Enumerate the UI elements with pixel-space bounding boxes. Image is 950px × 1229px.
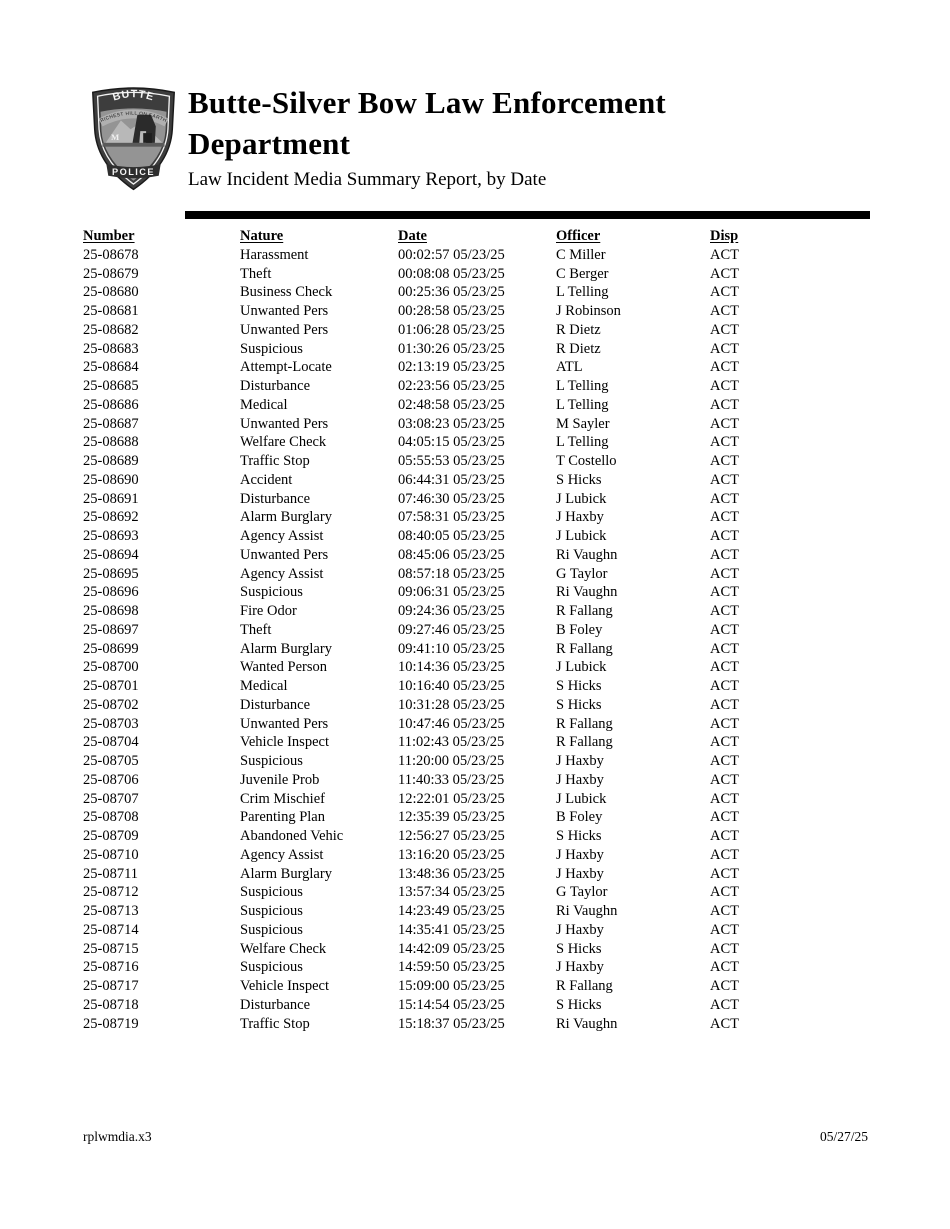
table-row [83,602,790,621]
cell-officer: S Hicks [556,996,602,1013]
cell-disp: ACT [710,546,739,563]
cell-number: 25-08686 [83,396,139,413]
table-row [83,377,790,396]
header-divider-rule [185,211,870,219]
table-row [83,546,790,565]
cell-officer: L Telling [556,396,609,413]
cell-number: 25-08684 [83,359,139,376]
cell-nature: Unwanted Pers [240,546,329,563]
cell-officer: J Haxby [556,771,604,788]
cell-nature: Unwanted Pers [240,303,329,319]
table-row [83,527,790,546]
table-row [83,265,790,284]
cell-number: 25-08713 [83,903,139,919]
cell-number: 25-08679 [83,265,139,282]
cell-disp: ACT [710,828,739,844]
incident-table [83,227,790,1033]
cell-disp: ACT [710,396,739,413]
cell-officer: J Haxby [556,921,604,938]
cell-officer: ATL [556,359,583,376]
cell-disp: ACT [710,378,739,394]
cell-nature: Wanted Person [240,659,328,676]
table-row [83,677,790,696]
cell-date: 09:06:31 05/23/25 [398,584,505,601]
table-row [83,827,790,846]
column-header-number: Number [83,228,135,244]
cell-officer: Ri Vaughn [556,1015,618,1032]
cell-nature: Medical [240,678,288,694]
police-badge-logo [85,81,182,193]
cell-number: 25-08703 [83,715,139,732]
cell-date: 14:35:41 05/23/25 [398,921,505,938]
footer-report-id: rplwmdia.x3 [83,1129,152,1144]
cell-date: 01:06:28 05/23/25 [398,321,505,338]
cell-nature: Disturbance [240,996,311,1013]
cell-nature: Disturbance [240,490,311,507]
cell-date: 09:24:36 05/23/25 [398,603,505,619]
table-header-row [83,227,790,246]
cell-nature: Theft [240,621,272,638]
cell-date: 00:08:08 05/23/25 [398,265,505,282]
cell-number: 25-08700 [83,659,139,676]
table-row [83,565,790,584]
cell-disp: ACT [710,734,739,751]
page-title-line2: Department [188,126,351,161]
cell-disp: ACT [710,584,739,601]
cell-nature: Accident [240,471,293,488]
cell-number: 25-08697 [83,621,139,638]
cell-number: 25-08693 [83,528,139,544]
cell-number: 25-08717 [83,978,139,994]
cell-date: 12:56:27 05/23/25 [398,828,505,844]
cell-officer: J Haxby [556,753,604,769]
cell-officer: R Fallang [556,715,613,732]
cell-nature: Welfare Check [240,434,327,451]
cell-disp: ACT [710,265,739,282]
badge-ground [102,143,164,147]
cell-nature: Suspicious [240,340,303,357]
cell-number: 25-08694 [83,546,139,563]
cell-date: 00:25:36 05/23/25 [398,284,505,301]
cell-officer: S Hicks [556,940,602,957]
table-row [83,1015,790,1034]
cell-disp: ACT [710,678,739,694]
table-row [83,883,790,902]
cell-officer: J Robinson [556,303,621,319]
cell-nature: Suspicious [240,884,303,901]
table-row [83,471,790,490]
table-row [83,433,790,452]
cell-number: 25-08708 [83,809,139,826]
cell-date: 00:02:57 05/23/25 [398,246,505,263]
cell-disp: ACT [710,434,739,451]
cell-officer: B Foley [556,621,603,638]
table-row [83,865,790,884]
cell-nature: Unwanted Pers [240,415,329,432]
cell-nature: Business Check [240,284,333,301]
cell-date: 11:20:00 05/23/25 [398,753,505,769]
cell-nature: Disturbance [240,378,311,394]
badge-police-text: POLICE [112,166,155,177]
table-row [83,415,790,434]
table-row [83,640,790,659]
cell-date: 05:55:53 05/23/25 [398,453,505,469]
cell-date: 08:57:18 05/23/25 [398,565,505,582]
cell-officer: J Haxby [556,846,604,863]
cell-nature: Suspicious [240,921,303,938]
cell-officer: C Berger [556,265,609,282]
cell-number: 25-08678 [83,246,139,263]
table-row [83,658,790,677]
cell-officer: S Hicks [556,471,602,488]
cell-number: 25-08719 [83,1015,139,1032]
cell-nature: Theft [240,265,272,282]
badge-motto-textpath: RICHEST HILL ON EARTH [99,111,168,125]
cell-disp: ACT [710,621,739,638]
cell-date: 14:23:49 05/23/25 [398,903,505,919]
cell-date: 01:30:26 05/23/25 [398,340,505,357]
cell-nature: Harassment [240,246,309,263]
cell-number: 25-08704 [83,734,139,751]
table-row [83,996,790,1015]
table-row [83,583,790,602]
cell-nature: Crim Mischief [240,790,325,807]
cell-date: 11:40:33 05/23/25 [398,771,505,788]
cell-date: 00:28:58 05/23/25 [398,303,505,319]
cell-date: 04:05:15 05/23/25 [398,434,505,451]
cell-number: 25-08709 [83,828,139,844]
cell-disp: ACT [710,453,739,469]
cell-nature: Vehicle Inspect [240,978,329,994]
cell-disp: ACT [710,846,739,863]
cell-disp: ACT [710,940,739,957]
cell-nature: Alarm Burglary [240,865,332,882]
cell-nature: Attempt-Locate [240,359,332,376]
cell-nature: Unwanted Pers [240,321,329,338]
cell-nature: Unwanted Pers [240,715,329,732]
cell-officer: R Dietz [556,321,601,338]
cell-number: 25-08681 [83,303,139,319]
cell-officer: S Hicks [556,696,602,713]
cell-disp: ACT [710,753,739,769]
cell-disp: ACT [710,715,739,732]
table-row [83,302,790,321]
cell-number: 25-08689 [83,453,139,469]
table-row [83,921,790,940]
page-title-line1: Butte-Silver Bow Law Enforcement [188,85,666,120]
cell-disp: ACT [710,978,739,994]
column-header-nature: Nature [240,228,284,244]
cell-disp: ACT [710,659,739,676]
cell-date: 13:57:34 05/23/25 [398,884,505,901]
cell-officer: R Fallang [556,978,613,994]
cell-officer: G Taylor [556,565,608,582]
cell-number: 25-08706 [83,771,139,788]
cell-date: 03:08:23 05/23/25 [398,415,505,432]
cell-date: 15:18:37 05/23/25 [398,1015,505,1032]
cell-disp: ACT [710,903,739,919]
cell-date: 07:58:31 05/23/25 [398,509,505,526]
cell-nature: Medical [240,396,288,413]
cell-officer: C Miller [556,246,606,263]
table-row [83,246,790,265]
cell-nature: Suspicious [240,959,303,976]
cell-date: 13:16:20 05/23/25 [398,846,505,863]
cell-number: 25-08702 [83,696,139,713]
cell-date: 14:59:50 05/23/25 [398,959,505,976]
cell-officer: B Foley [556,809,603,826]
cell-nature: Welfare Check [240,940,327,957]
cell-nature: Parenting Plan [240,809,325,826]
cell-disp: ACT [710,996,739,1013]
cell-date: 09:27:46 05/23/25 [398,621,505,638]
cell-date: 13:48:36 05/23/25 [398,865,505,882]
cell-officer: J Haxby [556,509,604,526]
table-row [83,283,790,302]
badge-headframe-base [143,133,152,143]
cell-disp: ACT [710,790,739,807]
cell-number: 25-08687 [83,415,139,432]
cell-date: 02:13:19 05/23/25 [398,359,505,376]
table-row [83,358,790,377]
cell-disp: ACT [710,340,739,357]
cell-disp: ACT [710,246,739,263]
cell-number: 25-08710 [83,846,139,863]
cell-disp: ACT [710,696,739,713]
table-row [83,902,790,921]
table-row [83,733,790,752]
table-row [83,452,790,471]
table-row [83,340,790,359]
cell-date: 02:23:56 05/23/25 [398,378,505,394]
cell-number: 25-08690 [83,471,139,488]
cell-officer: J Haxby [556,865,604,882]
cell-date: 09:41:10 05/23/25 [398,640,505,657]
cell-disp: ACT [710,490,739,507]
cell-officer: S Hicks [556,828,602,844]
table-row [83,321,790,340]
column-header-officer: Officer [556,228,601,244]
table-body [83,246,790,1034]
cell-nature: Suspicious [240,753,303,769]
cell-date: 12:35:39 05/23/25 [398,809,505,826]
cell-officer: R Fallang [556,734,613,751]
table-row [83,808,790,827]
table-row [83,490,790,509]
cell-disp: ACT [710,603,739,619]
cell-officer: M Sayler [556,415,610,432]
cell-disp: ACT [710,640,739,657]
cell-date: 11:02:43 05/23/25 [398,734,505,751]
cell-disp: ACT [710,509,739,526]
table-row [83,790,790,809]
cell-number: 25-08705 [83,753,139,769]
cell-number: 25-08682 [83,321,139,338]
cell-officer: L Telling [556,434,609,451]
cell-officer: Ri Vaughn [556,546,618,563]
cell-number: 25-08685 [83,378,139,394]
cell-nature: Disturbance [240,696,311,713]
cell-nature: Traffic Stop [240,453,310,469]
cell-date: 06:44:31 05/23/25 [398,471,505,488]
table-row [83,771,790,790]
cell-number: 25-08688 [83,434,139,451]
cell-number: 25-08718 [83,996,139,1013]
cell-officer: R Fallang [556,603,613,619]
badge-m-letter: M [110,131,120,142]
cell-nature: Alarm Burglary [240,509,332,526]
cell-officer: Ri Vaughn [556,584,618,601]
cell-officer: J Lubick [556,528,607,544]
table-row [83,715,790,734]
cell-nature: Vehicle Inspect [240,734,329,751]
cell-number: 25-08696 [83,584,139,601]
table-row [83,940,790,959]
cell-officer: S Hicks [556,678,602,694]
cell-officer: R Fallang [556,640,613,657]
header [188,82,828,192]
cell-nature: Traffic Stop [240,1015,310,1032]
table-row [83,752,790,771]
cell-nature: Suspicious [240,584,303,601]
cell-number: 25-08695 [83,565,139,582]
cell-nature: Agency Assist [240,846,324,863]
cell-number: 25-08698 [83,603,139,619]
badge-butte-textpath: BUTTE [111,88,156,104]
cell-disp: ACT [710,415,739,432]
cell-disp: ACT [710,1015,739,1032]
column-header-disp: Disp [710,228,739,244]
cell-date: 15:14:54 05/23/25 [398,996,505,1013]
cell-date: 14:42:09 05/23/25 [398,940,505,957]
cell-nature: Juvenile Prob [240,771,320,788]
cell-date: 10:16:40 05/23/25 [398,678,505,694]
cell-nature: Suspicious [240,903,303,919]
cell-officer: G Taylor [556,884,608,901]
cell-number: 25-08715 [83,940,139,957]
cell-number: 25-08707 [83,790,139,807]
cell-number: 25-08699 [83,640,139,657]
cell-nature: Agency Assist [240,565,324,582]
cell-disp: ACT [710,959,739,976]
cell-number: 25-08691 [83,490,139,507]
cell-nature: Abandoned Vehic [240,828,344,844]
cell-disp: ACT [710,921,739,938]
cell-disp: ACT [710,359,739,376]
cell-number: 25-08701 [83,678,139,694]
cell-date: 08:45:06 05/23/25 [398,546,505,563]
cell-date: 02:48:58 05/23/25 [398,396,505,413]
cell-date: 07:46:30 05/23/25 [398,490,505,507]
cell-date: 10:14:36 05/23/25 [398,659,505,676]
cell-date: 10:47:46 05/23/25 [398,715,505,732]
table-row [83,621,790,640]
cell-officer: L Telling [556,378,609,394]
cell-officer: J Haxby [556,959,604,976]
cell-number: 25-08680 [83,284,139,301]
table-row [83,396,790,415]
cell-date: 15:09:00 05/23/25 [398,978,505,994]
table-row [83,958,790,977]
cell-nature: Fire Odor [240,603,297,619]
column-header-date: Date [398,228,427,244]
cell-number: 25-08683 [83,340,139,357]
cell-number: 25-08714 [83,921,139,938]
cell-officer: J Lubick [556,790,607,807]
cell-disp: ACT [710,771,739,788]
cell-disp: ACT [710,284,739,301]
cell-disp: ACT [710,471,739,488]
cell-number: 25-08692 [83,509,139,526]
cell-officer: J Lubick [556,659,607,676]
footer-print-date: 05/27/25 [819,1129,868,1144]
cell-disp: ACT [710,303,739,319]
cell-officer: T Costello [556,453,617,469]
cell-disp: ACT [710,884,739,901]
cell-number: 25-08711 [83,865,139,882]
table-row [83,977,790,996]
cell-number: 25-08712 [83,884,139,901]
cell-date: 10:31:28 05/23/25 [398,696,505,713]
cell-nature: Alarm Burglary [240,640,332,657]
cell-nature: Agency Assist [240,528,324,544]
report-subtitle: Law Incident Media Summary Report, by Date [188,169,547,190]
cell-officer: J Lubick [556,490,607,507]
cell-disp: ACT [710,321,739,338]
table-row [83,696,790,715]
cell-officer: L Telling [556,284,609,301]
cell-disp: ACT [710,865,739,882]
cell-number: 25-08716 [83,959,139,976]
cell-disp: ACT [710,809,739,826]
cell-officer: Ri Vaughn [556,903,618,919]
cell-date: 08:40:05 05/23/25 [398,528,505,544]
cell-date: 12:22:01 05/23/25 [398,790,505,807]
cell-officer: R Dietz [556,340,601,357]
table-row [83,508,790,527]
cell-disp: ACT [710,565,739,582]
table-row [83,846,790,865]
cell-disp: ACT [710,528,739,544]
